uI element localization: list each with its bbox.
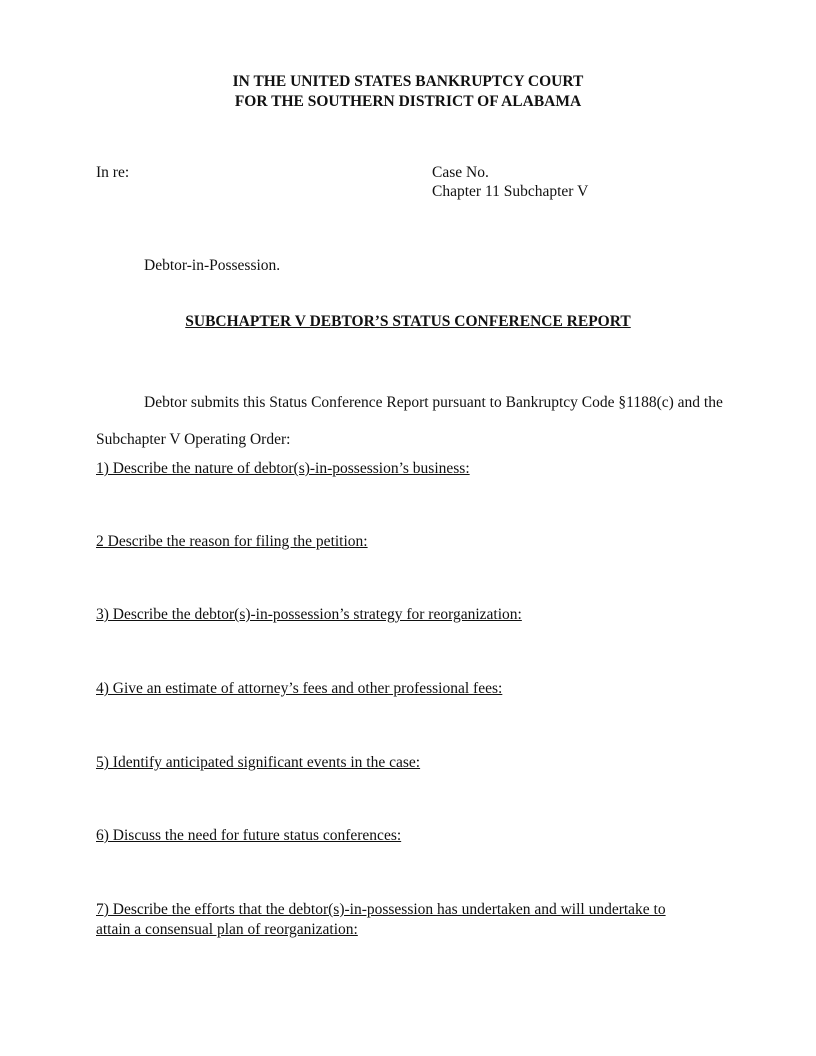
report-title: SUBCHAPTER V DEBTOR’S STATUS CONFERENCE REPORT (185, 313, 631, 330)
intro-paragraph: Debtor submits this Status Conference Report pursuant to Bankruptcy Code §1188(c) and the Subchapter V Operating Order: (96, 394, 723, 448)
question-7-line-2: attain a consensual plan of reorganization: (96, 921, 358, 938)
court-name-line: IN THE UNITED STATES BANKRUPTCY COURT (232, 73, 584, 90)
question-1: 1) Describe the nature of debtor(s)-in-possession’s business: (96, 460, 470, 477)
question-3: 3) Describe the debtor(s)-in-possession’s strategy for reorganization: (96, 606, 522, 623)
question-7-line-1: 7) Describe the efforts that the debtor(s)-in-possession has undertaken and will undertake to (96, 901, 666, 918)
question-2: 2 Describe the reason for filing the petition: (96, 533, 368, 550)
case-number-label: Case No. (432, 164, 489, 181)
debtor-label: Debtor-in-Possession. (144, 257, 281, 274)
chapter-label: Chapter 11 Subchapter V (432, 183, 589, 200)
question-5: 5) Identify anticipated significant events in the case: (96, 754, 421, 771)
court-district-line: FOR THE SOUTHERN DISTRICT OF ALABAMA (234, 93, 582, 110)
question-6: 6) Discuss the need for future status conferences: (96, 827, 402, 844)
court-header (0, 72, 816, 112)
question-4: 4) Give an estimate of attorney’s fees and other professional fees: (96, 680, 503, 697)
in-re-label: In re: (96, 164, 130, 181)
